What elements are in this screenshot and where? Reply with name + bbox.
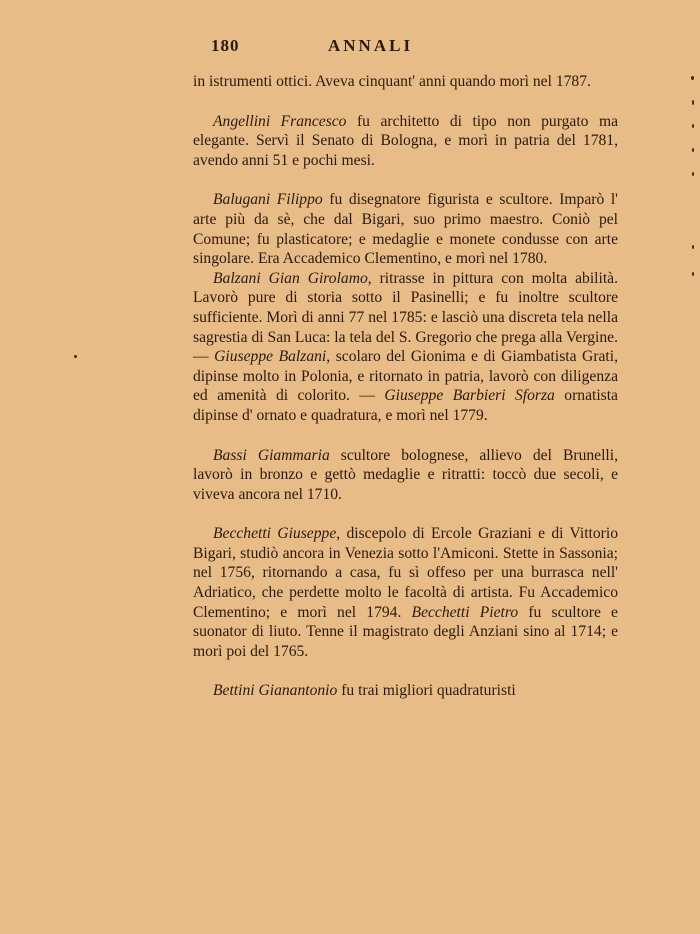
running-head [193,36,618,58]
entry-name: Balzani Gian Girolamo [213,269,368,287]
text-block [193,72,618,701]
entry-text: fu architetto di tipo non purgato ma elegante. Servì il Senato di Bologna, e morì in patria del 1781, avendo anni 51 e pochi mesi. [193,112,618,169]
entry-text: ornatista dipinse d' ornato e quadratura, e morì nel 1779. [193,387,618,424]
entry-becchetti [193,524,618,661]
entry-name: Giuseppe Barbieri Sforza [384,387,555,405]
entry-text: fu scultore e suonator di liuto. Tenne il magistrato degli Anziani sino al 1714; e morì poi del 1765. [193,603,618,660]
running-title: ANNALI [328,36,414,55]
entry-text: fu disegnatore figurista e scultore. Imparò l' arte più da sè, che dal Bigari, suo primo maestro. Coniò pel Comune; fu plasticatore; e medaglie e monete condusse con arte singolare. Era Accademico Clementino, e morì nel 1780. [193,191,618,268]
entry-text: in istrumenti ottici. Aveva cinquant' anni quando morì nel 1787. [193,73,591,90]
entry-angellini [193,112,618,171]
entry-text: scultore bolognese, allievo del Brunelli, lavorò in bronzo e gettò medaglie e ritratti: toccò due secoli, e viveva ancora nel 1710. [193,446,618,503]
entry-bettini [193,681,618,701]
entry-text: , ritrasse in pittura con molta abilità. Lavorò pure di storia sotto il Pasinelli; e fu inoltre scultore sufficiente. Morì di anni 77 nel 1785: e lasciò una discreta tela nella sagrestia di San Luca: la tela del S. Gregorio che prega alla Vergine. — [193,269,618,366]
paragraph-continuation [193,72,618,92]
entry-balzani [193,269,618,426]
entry-name: Giuseppe Balzani [214,348,327,366]
entry-balugani [193,190,618,268]
entry-name: Balugani Filippo [213,191,323,209]
entry-name: Becchetti Giuseppe [213,525,337,543]
entry-name: Becchetti Pietro [411,603,519,621]
entry-text: fu trai migliori quadraturisti [337,682,516,700]
page-number: 180 [211,36,240,55]
entry-text: , scolaro del Gionima e di Giambatista Grati, dipinse molto in Polonia, e ritornato in patria, lavorò con diligenza ed amenità di colorito. — [193,348,619,405]
entry-bassi [193,446,618,505]
entry-name: Bassi Giammaria [213,446,330,464]
entry-text: , discepolo di Ercole Graziani e di Vittorio Bigari, studiò ancora in Venezia sotto l'Amiconi. Stette in Sassonia; nel 1756, ritornando a casa, fu sì offeso per una burrasca nell' Adriatico, che perdette molto le facoltà di artista. Fu Accademico Clementino; e morì nel 1794. [193,525,618,621]
entry-name: Bettini Gianantonio [213,682,338,700]
entry-name: Angellini Francesco [213,112,347,130]
